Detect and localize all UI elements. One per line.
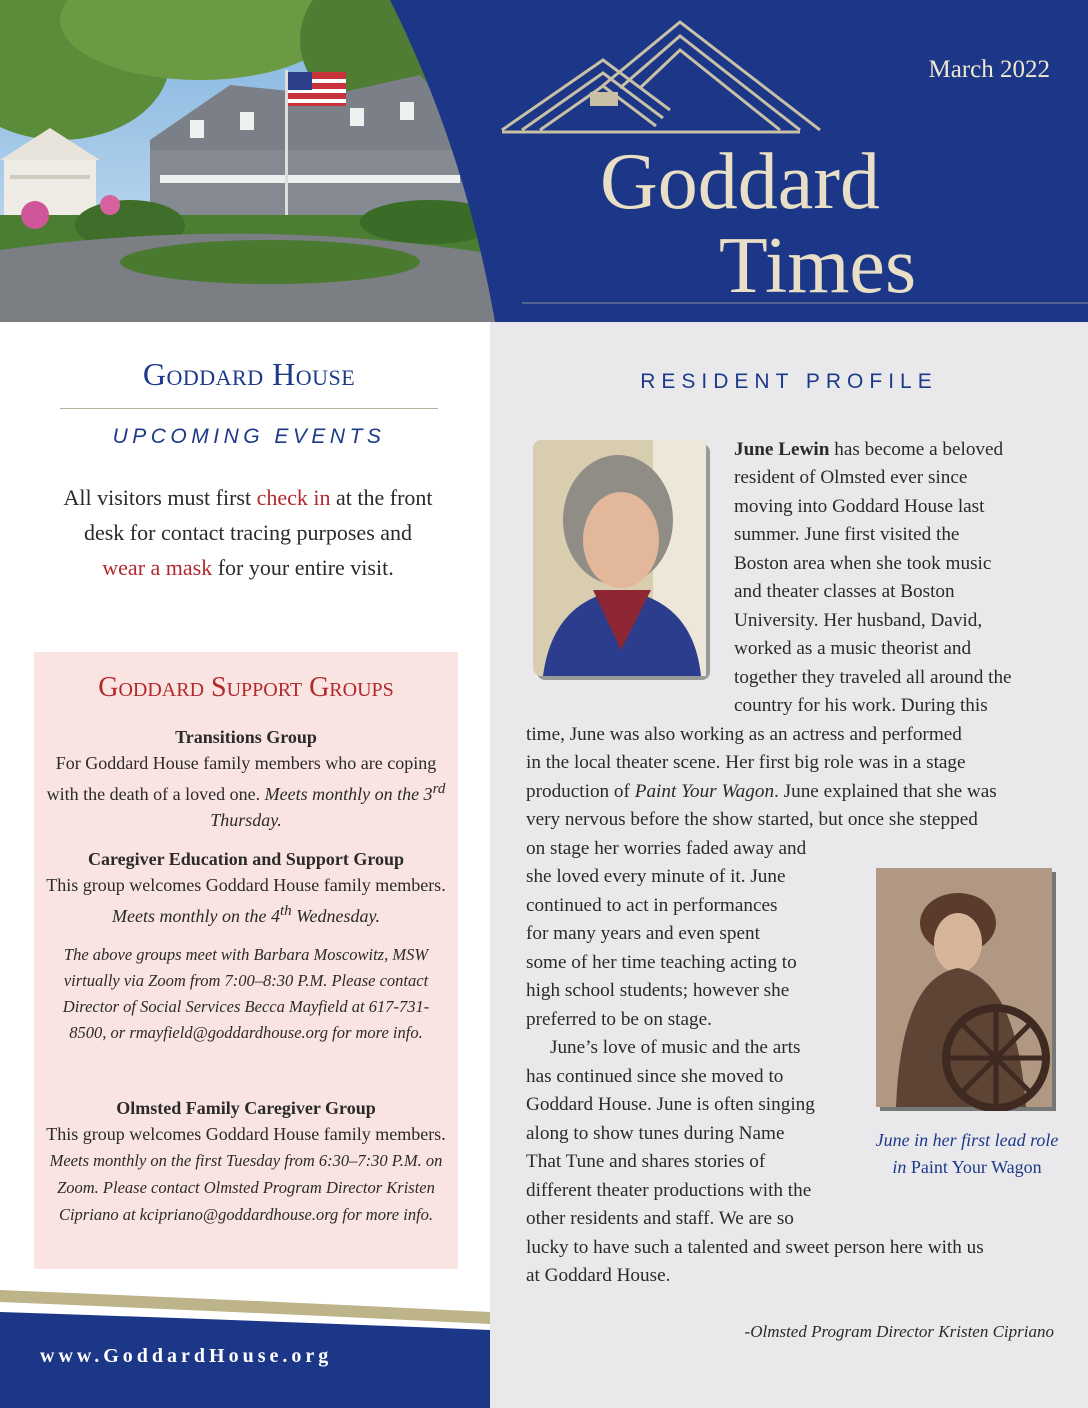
profile-line: together they traveled all around the: [734, 667, 1012, 688]
profile-line: summer. June first visited the: [734, 524, 960, 545]
stage-photo-caption: [872, 1127, 1062, 1181]
profile-line: [526, 778, 997, 807]
olmsted-group-name: Olmsted Family Caregiver Group: [116, 1098, 376, 1118]
profile-line-1-text: has become a beloved: [829, 439, 1004, 460]
june-portrait-photo: [533, 440, 710, 680]
profile-line: high school students; however she: [526, 980, 790, 1001]
website-link[interactable]: www.GoddardHouse.org: [40, 1345, 333, 1367]
visitor-notice-part2: at the front desk for contact tracing purposes and: [83, 485, 433, 545]
profile-line-1: [734, 436, 1003, 465]
transitions-group: [46, 724, 446, 833]
profile-line: for many years and even spent: [526, 923, 760, 944]
support-groups-title: Goddard Support Groups: [98, 672, 394, 703]
profile-line: she loved every minute of it. June: [526, 866, 786, 887]
profile-line: at Goddard House.: [526, 1265, 671, 1286]
title-divider: [60, 408, 438, 409]
profile-line: lucky to have such a talented and sweet person here with us: [526, 1237, 984, 1258]
profile-line: Boston area when she took music: [734, 553, 992, 574]
profile-line: on stage her worries faded away and: [526, 838, 807, 859]
org-title: Goddard House: [142, 356, 356, 392]
profile-line: country for his work. During this: [734, 695, 988, 716]
upcoming-events-heading: UPCOMING EVENTS: [112, 425, 386, 448]
profile-line: preferred to be on stage.: [526, 1009, 712, 1030]
newsletter-title: [560, 140, 980, 308]
olmsted-group-text: This group welcomes Goddard House family members.: [46, 1124, 446, 1144]
masthead-band: [0, 0, 1088, 322]
profile-line-part: production of: [526, 781, 635, 802]
check-in-highlight: check in: [256, 485, 331, 510]
title-line-2: Times: [718, 222, 917, 310]
profile-line: along to show tunes during Name: [526, 1123, 785, 1144]
article-signature: -Olmsted Program Director Kristen Cipriano: [744, 1322, 1054, 1341]
groups-zoom-note: The above groups meet with Barbara Moscowitz, MSW virtually via Zoom from 7:00–8:30 P.M. Please contact Director of Social Services Becca Mayfield at 617-731-8500, or rmayfield@goddardhouse.org for more info.: [62, 945, 430, 1042]
caregiver-group-meets-end: Wednesday.: [291, 906, 380, 926]
profile-line: resident of Olmsted ever since: [734, 467, 968, 488]
profile-line: University. Her husband, David,: [734, 610, 983, 631]
profile-line: different theater productions with the: [526, 1180, 812, 1201]
profile-line-part: . June explained that she was: [774, 781, 997, 802]
visitor-notice-part1: All visitors must first: [63, 485, 257, 510]
profile-line: worked as a music theorist and: [734, 638, 972, 659]
visitor-notice-part3: for your entire visit.: [212, 555, 394, 580]
transitions-group-text: For Goddard House family members who are coping with the death of a loved one.: [46, 753, 437, 804]
olmsted-group: [46, 1095, 446, 1228]
transitions-group-meets: Meets monthly on the 3: [264, 784, 433, 804]
profile-line: some of her time teaching acting to: [526, 952, 797, 973]
transitions-sup: rd: [432, 781, 446, 797]
transitions-group-meets-end: Thursday.: [210, 810, 282, 830]
caregiver-group: [46, 846, 446, 929]
profile-line: Goddard House. June is often singing: [526, 1094, 815, 1115]
transitions-group-name: Transitions Group: [175, 727, 317, 747]
issue-date: March 2022: [928, 56, 1050, 83]
profile-line: and theater classes at Boston: [734, 581, 955, 602]
caregiver-sup: th: [279, 903, 292, 919]
profile-line: moving into Goddard House last: [734, 496, 985, 517]
mask-highlight: wear a mask: [102, 555, 213, 580]
profile-line: other residents and staff. We are so: [526, 1208, 794, 1229]
resident-profile-heading: RESIDENT PROFILE: [640, 370, 938, 393]
caption-play-title: Paint Your Wagon: [910, 1157, 1042, 1177]
profile-line: time, June was also working as an actress and performed: [526, 724, 962, 745]
caregiver-group-text: This group welcomes Goddard House family members.: [46, 875, 446, 895]
caption-italic: June in her first lead role in: [875, 1130, 1059, 1177]
visitor-notice: [62, 480, 434, 585]
profile-line: That Tune and shares stories of: [526, 1151, 766, 1172]
profile-line: continued to act in performances: [526, 895, 778, 916]
olmsted-group-meets: Meets monthly on the first Tuesday from 6:30–7:30 P.M. on Zoom. Please contact Olmsted Program Director Kristen Cipriano at kcipriano@goddardhouse.org for more info.: [49, 1151, 443, 1224]
title-line-1: Goddard: [600, 138, 880, 226]
profile-line: very nervous before the show started, but once she stepped: [526, 809, 978, 830]
caregiver-group-name: Caregiver Education and Support Group: [87, 849, 405, 869]
resident-name: June Lewin: [734, 439, 830, 460]
stage-photo-paint-your-wagon: [876, 868, 1056, 1111]
profile-line: June’s love of music and the arts: [550, 1037, 801, 1058]
profile-line: in the local theater scene. Her first big role was in a stage: [526, 752, 966, 773]
play-title: Paint Your Wagon: [634, 781, 775, 802]
caregiver-group-meets: Meets monthly on the 4: [112, 906, 280, 926]
profile-line: has continued since she moved to: [526, 1066, 784, 1087]
